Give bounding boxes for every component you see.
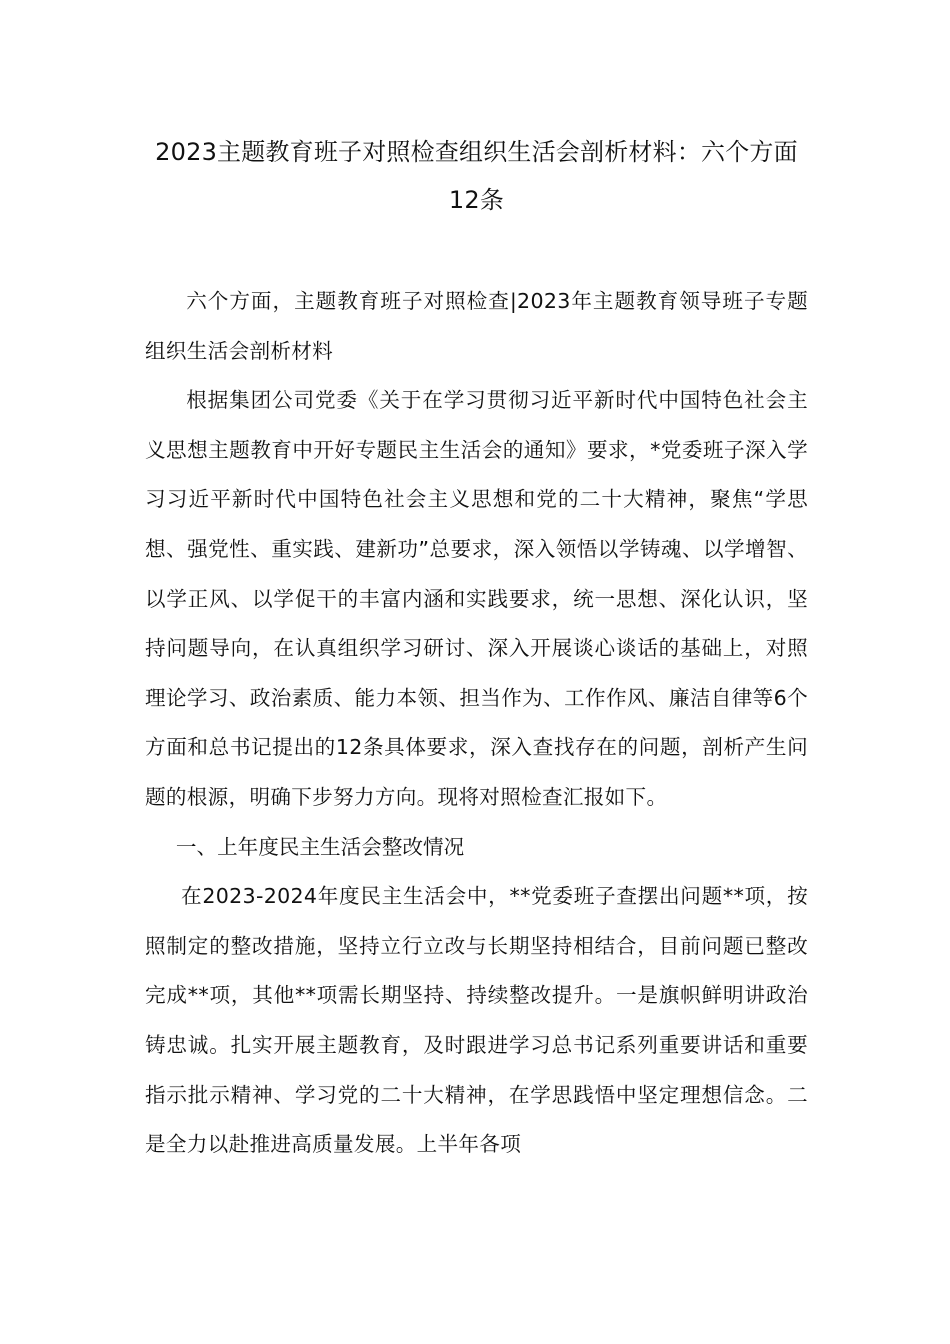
section-paragraph: 在2023-2024年度民主生活会中，**党委班子查摆出问题**项，按照制定的整改措施，坚持立行立改与长期坚持相结合，目前问题已整改完成**项，其他**项需长期坚持、持续整改提升。一是旗帜鲜明讲政治铸忠诚。扎实开展主题教育，及时跟进学习总书记系列重要讲话和重要指示批示精神、学习党的二十大精神，在学思践悟中坚定理想信念。二是全力以赴推进高质量发展。上半年各项 [145, 884, 808, 1157]
document-title: 2023主题教育班子对照检查组织生活会剖析材料：六个方面12条 [155, 138, 798, 214]
background-paragraph: 根据集团公司党委《关于在学习贯彻习近平新时代中国特色社会主义思想主题教育中开好专题民主生活会的通知》要求，*党委班子深入学习习近平新时代中国特色社会主义思想和党的二十大精神，聚焦“学思想、强党性、重实践、建新功”总要求，深入领悟以学铸魂、以学增智、以学正风、以学促干的丰富内涵和实践要求，统一思想、深化认识，坚持问题导向，在认真组织学习研讨、深入开展谈心谈话的基础上，对照理论学习、政治素质、能力本领、担当作为、工作作风、廉洁自律等6个方面和总书记提出的12条具体要求，深入查找存在的问题，剖析产生问题的根源，明确下步努力方向。现将对照检查汇报如下。 [145, 388, 808, 809]
document-body [145, 277, 808, 1170]
section-heading: 一、上年度民主生活会整改情况 [175, 834, 465, 859]
intro-paragraph: 六个方面，主题教育班子对照检查|2023年主题教育领导班子专题组织生活会剖析材料 [145, 289, 808, 363]
